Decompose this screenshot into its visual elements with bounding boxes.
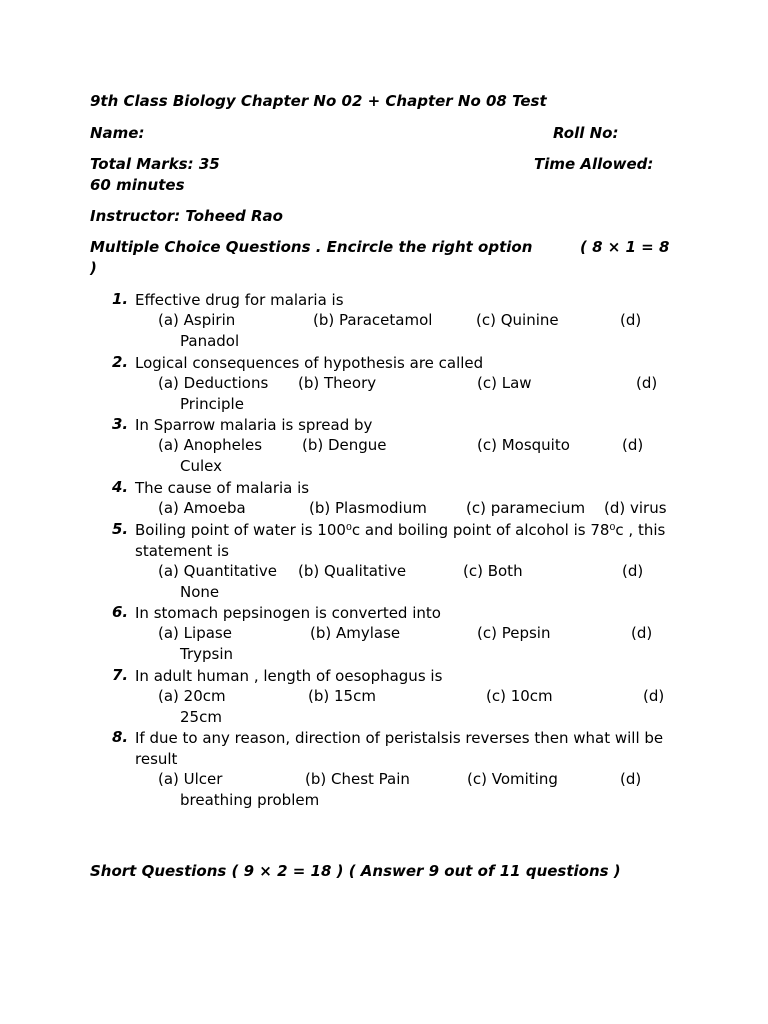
mcq-heading: Multiple Choice Questions . Encircle the right option — [90, 238, 533, 256]
option-d: (d) — [620, 770, 642, 788]
mcq-marks: ( 8 × 1 = 8 — [580, 238, 670, 256]
option-d-text: Principle — [180, 395, 244, 413]
question-number: 2. — [112, 353, 129, 371]
option-b: (b) Qualitative — [298, 562, 407, 580]
question-number: 3. — [112, 415, 129, 433]
option-a: (a) 20cm — [158, 687, 226, 705]
question-number: 6. — [112, 603, 129, 621]
question-text: Boiling point of water is 100⁰c and boiling point of alcohol is 78⁰c , this statement is — [135, 521, 666, 560]
short-questions-heading: Short Questions ( 9 × 2 = 18 ) ( Answer 9 out of 11 questions ) — [90, 862, 621, 880]
option-a: (a) Lipase — [158, 624, 232, 642]
question-number: 4. — [112, 478, 129, 496]
question-text: Logical consequences of hypothesis are called — [135, 354, 484, 372]
option-b: (b) Theory — [298, 374, 377, 392]
question-text: If due to any reason, direction of peristalsis reverses then what will be result — [135, 729, 664, 768]
option-d: (d) — [620, 311, 642, 329]
question-text: The cause of malaria is — [135, 479, 310, 497]
option-d: (d) — [622, 436, 644, 454]
option-b: (b) Chest Pain — [305, 770, 410, 788]
option-d-text: Trypsin — [180, 645, 234, 663]
question-number: 8. — [112, 728, 129, 746]
option-c: (c) Law — [477, 374, 532, 392]
option-d: (d) — [636, 374, 658, 392]
total-marks-label: Total Marks: 35 — [90, 155, 220, 173]
option-a: (a) Aspirin — [158, 311, 236, 329]
question-text: Effective drug for malaria is — [135, 291, 344, 309]
option-b: (b) Amylase — [310, 624, 401, 642]
option-d-text: None — [180, 583, 220, 601]
option-d-text: 25cm — [180, 708, 222, 726]
option-a: (a) Quantitative — [158, 562, 277, 580]
question-number: 1. — [112, 290, 129, 308]
option-c: (c) Vomiting — [467, 770, 558, 788]
instructor-line: Instructor: Toheed Rao — [90, 207, 283, 225]
option-a: (a) Deductions — [158, 374, 269, 392]
option-b: (b) 15cm — [308, 687, 376, 705]
question-number: 7. — [112, 666, 129, 684]
time-allowed-value: 60 minutes — [90, 176, 185, 194]
option-d: (d) — [643, 687, 665, 705]
option-a: (a) Ulcer — [158, 770, 223, 788]
option-c: (c) Both — [463, 562, 523, 580]
question-number: 5. — [112, 520, 129, 538]
option-b: (b) Plasmodium — [309, 499, 427, 517]
option-c: (c) Quinine — [476, 311, 559, 329]
option-d-text: Culex — [180, 457, 222, 475]
option-a: (a) Anopheles — [158, 436, 263, 454]
option-c: (c) Mosquito — [477, 436, 570, 454]
option-d-text: Panadol — [180, 332, 240, 350]
option-b: (b) Paracetamol — [313, 311, 433, 329]
option-d: (d) — [631, 624, 653, 642]
mcq-marks-close: ) — [90, 259, 97, 277]
option-d: (d) virus — [604, 499, 667, 517]
question-text: In stomach pepsinogen is converted into — [135, 604, 441, 622]
option-d-text: breathing problem — [180, 791, 320, 809]
option-d: (d) — [622, 562, 644, 580]
option-b: (b) Dengue — [302, 436, 387, 454]
time-allowed-label: Time Allowed: — [534, 155, 654, 173]
question-text: In Sparrow malaria is spread by — [135, 416, 373, 434]
option-c: (c) 10cm — [486, 687, 553, 705]
roll-no-label: Roll No: — [553, 124, 619, 142]
question-text: In adult human , length of oesophagus is — [135, 667, 443, 685]
option-c: (c) paramecium — [466, 499, 586, 517]
option-c: (c) Pepsin — [477, 624, 551, 642]
option-a: (a) Amoeba — [158, 499, 246, 517]
name-label: Name: — [90, 124, 145, 142]
test-title: 9th Class Biology Chapter No 02 + Chapter No 08 Test — [90, 92, 547, 110]
